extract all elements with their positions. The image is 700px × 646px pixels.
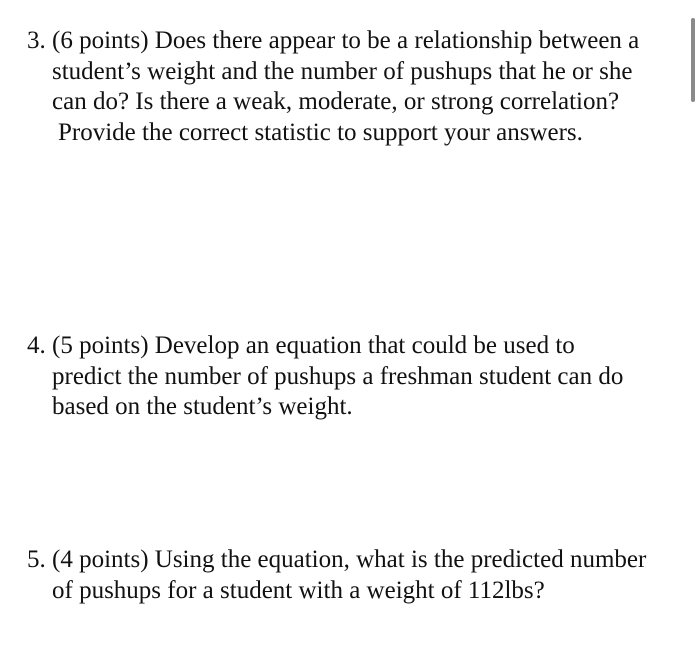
question-3-line-3: can do? Is there a weak, moderate, or strong correlation? xyxy=(52,88,620,115)
question-3 xyxy=(27,26,639,148)
question-5-line-2: of pushups for a student with a weight of 112lbs? xyxy=(52,576,545,604)
question-5-line-1: 5. (4 points) Using the equation, what is the predicted number xyxy=(27,546,647,573)
question-5 xyxy=(27,545,646,606)
question-4-line-2: predict the number of pushups a freshman student can do xyxy=(52,362,624,390)
question-3-line-4: Provide the correct statistic to support your answers. xyxy=(58,118,583,146)
vertical-scrollbar[interactable] xyxy=(691,18,695,102)
question-3-line-2: student’s weight and the number of pushups that he or she xyxy=(52,57,633,85)
question-4-line-3: based on the student’s weight. xyxy=(52,393,353,420)
question-3-line-1: 3. (6 points) Does there appear to be a relationship between a xyxy=(27,27,640,54)
question-4-line-1: 4. (5 points) Develop an equation that could be used to xyxy=(27,332,575,359)
question-4 xyxy=(27,331,623,423)
